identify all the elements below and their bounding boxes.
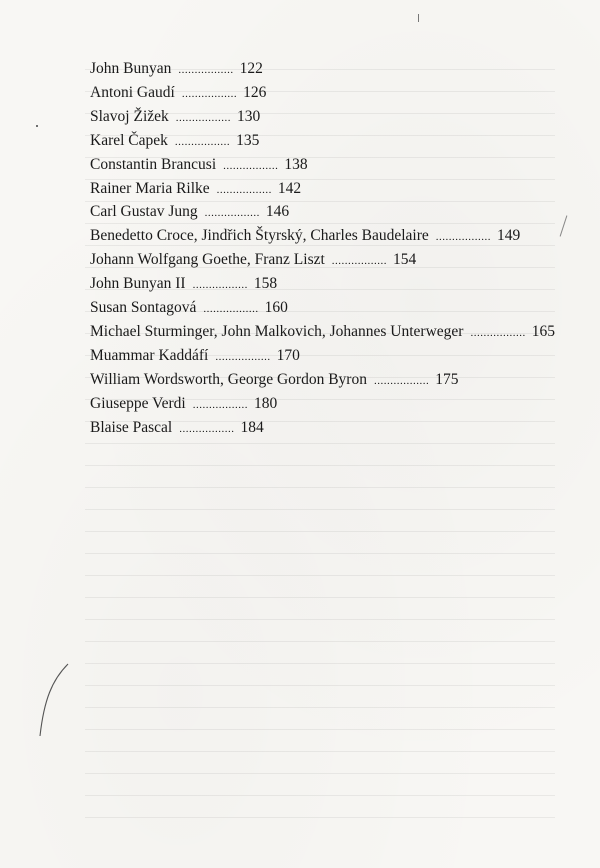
toc-entry-page: 130: [237, 107, 261, 125]
toc-entry[interactable]: [90, 58, 555, 82]
toc-entry-name: Slavoj Žižek: [90, 107, 169, 125]
toc-entry-name: Carl Gustav Jung: [90, 203, 198, 221]
toc-leader: .................: [435, 231, 492, 244]
toc-entry-name: Benedetto Croce, Jindřich Štyrský, Charles Baudelaire: [90, 227, 429, 245]
toc-leader: .................: [204, 207, 260, 220]
toc-entry-page: 138: [284, 155, 308, 173]
paper-mark: [560, 215, 568, 236]
toc-leader: .................: [470, 326, 526, 339]
toc-entry-name: Michael Sturminger, John Malkovich, Johannes Unterweger: [90, 322, 464, 340]
toc-entry-page: 180: [253, 394, 278, 412]
toc-entry-page: 184: [240, 418, 264, 436]
toc-entry-page: 170: [276, 346, 300, 364]
toc-entry[interactable]: [90, 393, 555, 417]
toc-entry[interactable]: [90, 201, 555, 225]
toc-entry-name: Susan Sontagová: [90, 299, 197, 317]
paper-mark: [418, 14, 419, 22]
toc-entry-name: Giuseppe Verdi: [90, 394, 186, 412]
toc-entry-name: Muammar Kaddáfí: [90, 346, 209, 364]
toc-leader: .................: [192, 398, 248, 411]
toc-entry-page: 160: [264, 299, 288, 317]
toc-entry[interactable]: [90, 369, 555, 393]
toc-entry[interactable]: [90, 417, 555, 441]
toc-entry-page: 146: [265, 203, 290, 221]
toc-entry-name: Rainer Maria Rilke: [90, 179, 210, 197]
toc-entry[interactable]: [90, 82, 555, 106]
toc-leader: .................: [179, 422, 235, 435]
toc-entry-page: 175: [435, 370, 459, 388]
toc-leader: .................: [178, 64, 234, 76]
toc-entry[interactable]: [90, 273, 555, 297]
toc-entry[interactable]: [90, 106, 555, 130]
toc-entry-page: 126: [243, 83, 267, 101]
toc-entry-name: Antoni Gaudí: [90, 83, 175, 101]
toc-entry-name: Karel Čapek: [90, 131, 168, 149]
toc-leader: .................: [215, 350, 271, 363]
pencil-mark: [30, 660, 90, 740]
toc-entry[interactable]: [90, 297, 555, 321]
toc-leader: .................: [203, 303, 259, 316]
toc-entry-page: 158: [253, 275, 278, 293]
toc-entry-page: 165: [531, 322, 555, 340]
toc-entry-page: 149: [497, 227, 521, 245]
toc-entry[interactable]: [90, 154, 555, 178]
toc-leader: .................: [192, 279, 248, 292]
toc-entry[interactable]: [90, 178, 555, 202]
toc-leader: .................: [174, 135, 231, 148]
toc-entry-page: 154: [393, 251, 417, 269]
toc-entry-name: Blaise Pascal: [90, 418, 173, 436]
toc-entry-name: Johann Wolfgang Goethe, Franz Liszt: [90, 251, 325, 269]
toc-entry[interactable]: [90, 321, 555, 345]
toc-entry-page: 122: [239, 60, 263, 77]
toc-leader: .................: [216, 183, 272, 196]
toc-entry[interactable]: [90, 249, 555, 273]
toc-entry-name: William Wordsworth, George Gordon Byron: [90, 370, 367, 388]
toc-entry[interactable]: [90, 345, 555, 369]
toc-leader: .................: [181, 87, 238, 100]
toc-entry[interactable]: [90, 225, 555, 249]
toc-leader: .................: [223, 159, 279, 172]
toc-leader: .................: [175, 111, 232, 124]
toc-leader: .................: [331, 255, 388, 268]
toc-entry[interactable]: [90, 130, 555, 154]
paper-speck: [36, 125, 38, 127]
toc-entry-page: 142: [277, 179, 302, 197]
toc-entry-name: John Bunyan II: [90, 275, 186, 293]
toc-leader: .................: [373, 374, 430, 387]
toc-entry-page: 135: [236, 131, 260, 149]
toc-entry-name: John Bunyan: [90, 60, 172, 77]
toc-entry-name: Constantin Brancusi: [90, 155, 217, 173]
table-of-contents: [90, 58, 555, 441]
